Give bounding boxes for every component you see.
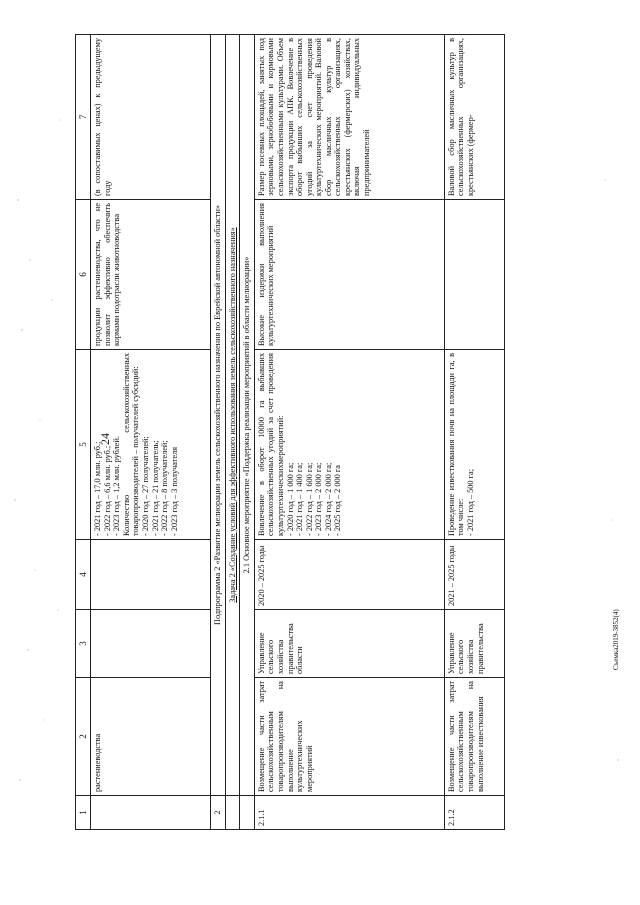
result-line: - 2024 год – 2 000 га; [323,462,333,536]
footer-code: Съемка2019-3852(4) [612,609,620,670]
result-line: - 2023 год – 2 000 га; [314,462,324,536]
row-period: 2020 – 2025 годы [254,540,444,610]
result-line: - 2020 год – 27 получателей; [141,436,150,536]
task-row [225,35,240,830]
subprogram-title: Подпрограмма 2 «Развитие мелиорации земель сельскохозяйственного назначения по Еврейской автономной области» [211,35,226,796]
header-col-5: 5 [76,350,91,540]
header-col-6: 6 [76,200,91,350]
row-expected-result [444,350,504,540]
row-indicators: Валовой сбор масличных культур в сельскохозяйственных организациях, крестьянских (фермер- [444,35,504,200]
result-line: Вовлечение в оборот 10000 га выбывших сельскохозяйственных угодий за счет проведения культуртехническихмероприятий: [256,353,285,536]
row-measure-name: Возмещение части затрат сельскохозяйственным товаропроизводителям на выполнение известкования [444,678,504,796]
header-col-1: 1 [76,796,91,830]
row-measure-name: Возмещение части затрат сельскохозяйственным товаропроизводителям на выполнение культуртехнических мероприятий [254,678,444,796]
page-number: 24 [98,433,112,445]
row-expected-result [254,350,444,540]
row-consequences: Высокие издержки выполнения культуртехнических мероприятий [254,200,444,350]
task-title: Задача 2 «Создание условий для эффективного использования земель сельскохозяйственного назначения» [225,35,240,796]
result-line: - 2022 год – 8 получателей; [160,440,170,536]
header-row [76,35,91,830]
result-line: - 2021 год – 1 400 га; [295,462,305,536]
row-executor: Управление сельского хозяйства правительства [444,610,504,678]
result-line: - 2021 год – 21 получатель; [150,440,160,536]
table-row [254,35,444,830]
row-executor: Управление сельского хозяйства правительства области [254,610,444,678]
header-col-4: 4 [76,540,91,610]
cell-consequences: продукции растениеводства, что не позволит эффективно обеспечить кормами подотрасли животноводства [91,200,211,350]
row-consequences [444,200,504,350]
result-line: - 2025 год – 2 000 га [333,465,343,536]
main-measure-title: 2.1 Основное мероприятие «Поддержка реализации мероприятий в области мелиорации» [240,35,255,796]
subprogram-num: 2 [211,796,226,830]
row-num: 2.1.2 [444,796,504,830]
subprogram-row [211,35,226,830]
header-col-3: 3 [76,610,91,678]
cell-num [91,796,211,830]
row-period: 2021 – 2025 годы [444,540,504,610]
result-line: - 2020 год – 1 000 га; [285,462,295,536]
result-line: Проведение известкования почв на площади га, в том числе: [446,353,466,536]
result-line: - 2022 год – 6,6 млн. руб.; [102,445,112,536]
main-measure-num-empty [240,796,255,830]
task-num-empty [225,796,240,830]
result-line: - 2023 год – 1,2 млн. рублей. [112,436,122,536]
rotated-table-sheet [75,35,595,830]
row-num: 2.1.1 [254,796,444,830]
result-line: Количество сельскохозяйственных товаропроизводителей – получателей субсидий: [121,353,141,536]
table-row [444,35,504,830]
cell-period [91,540,211,610]
cell-measure-name: растениеводства [91,678,211,796]
cell-expected-result [91,350,211,540]
cell-executor [91,610,211,678]
header-col-7: 7 [76,35,91,200]
row-indicators: Размер посевных площадей, занятых под зерновыми, зернобобовыми и кормовыми сельскохозяйственными культурами. Объем экспорта продукции АПК. Вовлечение в оборот выбывших сельскохозяйственных угодий за счет проведения культуртехнических мероприятий. Валовой сбор масличных культур в сельскохозяйственных организациях, крестьянских (фермерских) хозяйствах, включая индивидуальных предпринимателей [254,35,444,200]
result-line: - 2021 год – 500 га; [466,468,475,536]
result-line: - 2021 год – 17,0 млн. руб.; [93,441,103,536]
cell-indicators: (в сопоставимых ценах) к предыдущему году [91,35,211,200]
measures-table [75,34,505,830]
continuation-row [91,35,211,830]
result-line: - 2022 год – 1 600 га; [304,462,314,536]
result-line: - 2023 год – 3 получателя [169,446,179,536]
main-measure-row [240,35,255,830]
header-col-2: 2 [76,678,91,796]
